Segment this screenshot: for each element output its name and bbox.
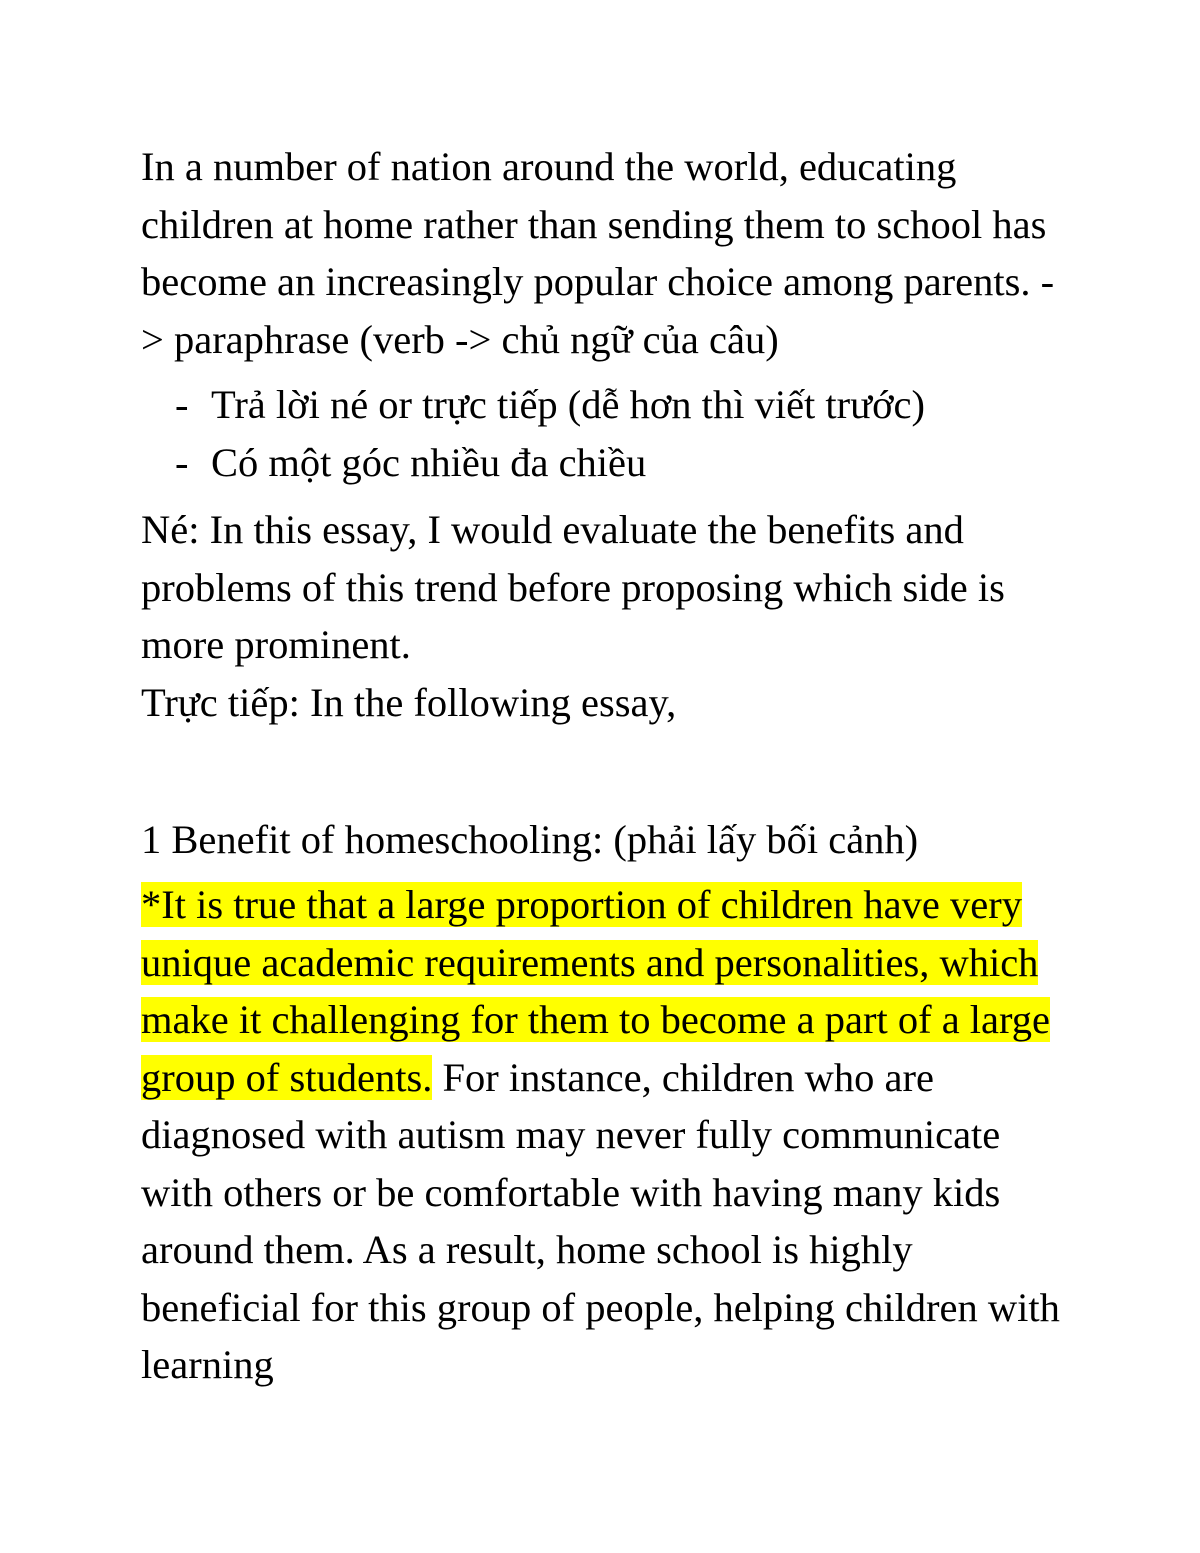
highlighted-text: *It is true that a large proportion of children have very unique academic requirements and personalities, which make it challenging for them to become a part of a large group of students.: [141, 882, 1051, 1100]
body-paragraph: [141, 876, 1076, 1394]
intro-paragraph: In a number of nation around the world, educating children at home rather than sending them to school has become an increasingly popular choice among parents. -> paraphrase (verb -> chủ ngữ của câu): [141, 144, 1055, 362]
bullet-list: [141, 376, 1076, 491]
document-body: [141, 138, 1076, 1394]
bullet-marker: -: [175, 382, 189, 427]
bullet-text: Có một góc nhiều đa chiều: [211, 439, 647, 485]
blank-line: [141, 731, 1076, 789]
body-text: For instance, children who are diagnosed with autism may never fully communicate with others or be comfortable with having many kids around them. As a result, home school is highly beneficial for this group of people, helping children with learning: [141, 1054, 1060, 1387]
ne-paragraph: Né: In this essay, I would evaluate the benefits and problems of this trend before proposing which side is more prominent.: [141, 507, 1005, 667]
bullet-item: [141, 434, 1076, 492]
bullet-marker: -: [175, 439, 189, 485]
bullet-item: [141, 376, 1076, 434]
truc-tiep-paragraph: Trực tiếp: In the following essay,: [141, 679, 677, 725]
bullet-text: Trả lời né or trực tiếp (dễ hơn thì viết trước): [211, 382, 925, 427]
section-heading: 1 Benefit of homeschooling: (phải lấy bối cảnh): [141, 816, 919, 862]
